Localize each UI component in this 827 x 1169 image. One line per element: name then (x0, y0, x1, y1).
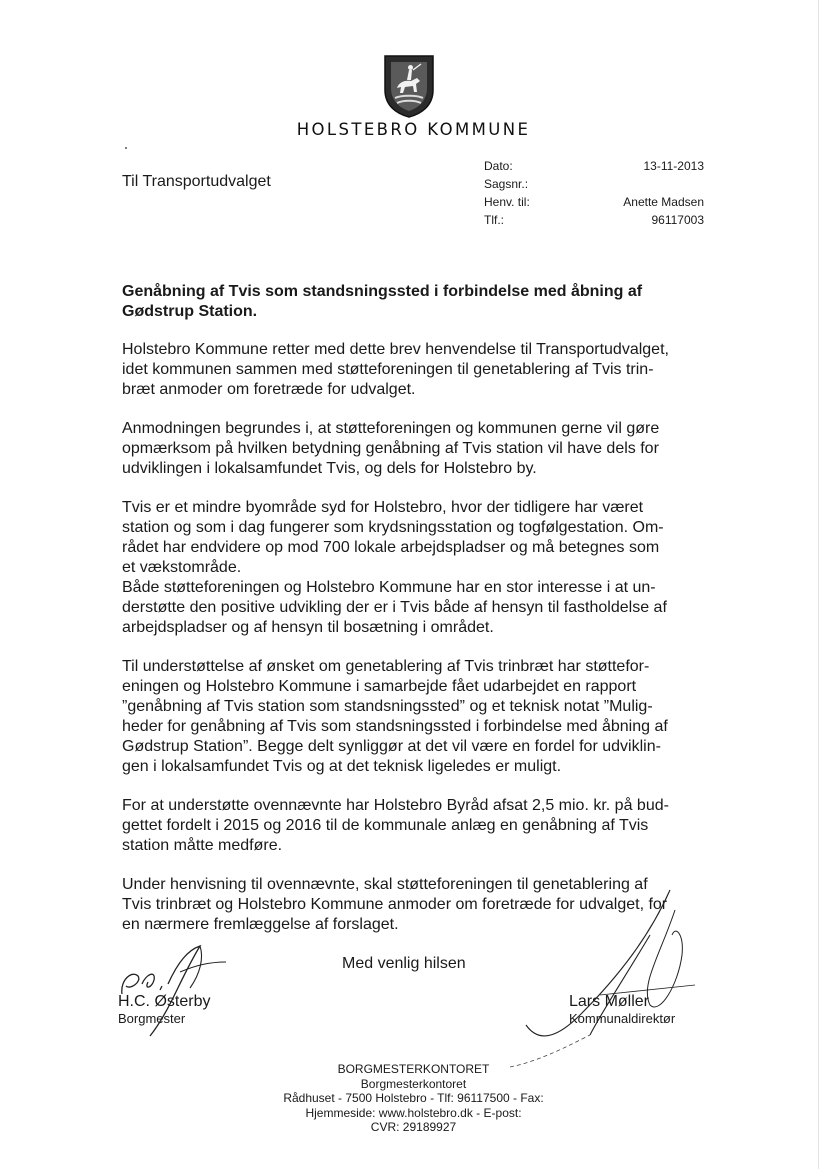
meta-value: 13-11-2013 (643, 159, 704, 173)
letter-body (122, 340, 712, 935)
meta-row-phone (484, 211, 704, 229)
signatory-title: Borgmester (118, 1011, 186, 1026)
footer-office: BORGMESTERKONTORET (337, 1062, 490, 1076)
meta-label: Sagsnr.: (484, 177, 529, 191)
meta-value: Anette Madsen (623, 195, 704, 209)
paragraph: Både støtteforeningen og Holstebro Kommune har en stor interesse i at un- derstøtte den positive udvikling der er i Tvis både af hensyn til fastholdelse af arbejdspladser og af hensyn til bosætning i området. (122, 579, 667, 636)
organization-name: HOLSTEBRO KOMMUNE (296, 120, 531, 139)
signatory-right (569, 993, 675, 1027)
meta-row-contact (484, 193, 704, 211)
signatory-title: Kommunaldirektør (569, 1011, 676, 1026)
meta-label: Tlf.: (484, 213, 504, 227)
scan-edge-line (818, 0, 819, 1169)
paragraph: Under henvisning til ovennævnte, skal støtteforeningen til genetablering af Tvis trinbræt og Holstebro Kommune anmoder om foretræde for udvalget, for en nærmere fremlæggelse af forslaget. (122, 876, 668, 933)
footer-address: Rådhuset - 7500 Holstebro - Tlf: 96117500 - Fax: (283, 1091, 544, 1105)
meta-value: 96117003 (651, 213, 704, 227)
handwritten-signature-right (500, 875, 700, 1075)
paragraph: Holstebro Kommune retter med dette brev henvendelse til Transportudvalget, idet kommunen sammen med støtteforeningen til genetablering af Tvis trin- bræt anmoder om foretræde for udvalget. (122, 341, 669, 398)
signatory-left (118, 993, 210, 1027)
footer-office-sub: Borgmesterkontoret (360, 1076, 467, 1091)
meta-row-date (484, 157, 704, 175)
footer-cvr: CVR: 29189927 (370, 1120, 457, 1134)
paragraph: Tvis er et mindre byområde syd for Holstebro, hvor der tidligere har været station og som i dag fungerer som krydsningsstation og togfølgestation. Om- rådet har endvidere op mod 700 lokale arbejdspladser og må betegnes som et vækstområde. (122, 499, 664, 576)
footer-website: Hjemmeside: www.holstebro.dk - E-post: (305, 1105, 522, 1120)
paragraph: Anmodningen begrundes i, at støtteforeningen og kommunen gerne vil gøre opmærksom på hvilken betydning genåbning af Tvis station vil have dels for udviklingen i lokalsamfundet Tvis, og dels for Holstebro by. (122, 420, 660, 477)
signatory-name: H.C. Østerby (118, 993, 211, 1010)
recipient: Til Transportudvalget (122, 173, 271, 190)
letter-subject: Genåbning af Tvis som standsningssted i forbindelse med åbning af Gødstrup Station. (122, 283, 643, 320)
scan-speck (125, 147, 127, 149)
meta-row-case-number (484, 175, 704, 193)
meta-label: Dato: (484, 159, 513, 173)
letter-footer (0, 1062, 827, 1135)
closing-salutation: Med venlig hilsen (342, 955, 466, 972)
meta-label: Henv. til: (484, 195, 530, 209)
coat-of-arms-icon (383, 54, 435, 118)
paragraph: For at understøtte ovennævnte har Holstebro Byråd afsat 2,5 mio. kr. på bud- gettet fordelt i 2015 og 2016 til de kommunale anlæg en genåbning af Tvis station måtte medføre. (122, 797, 669, 854)
letter-meta (484, 157, 704, 229)
paragraph: Til understøttelse af ønsket om genetablering af Tvis trinbræt har støttefor- eningen og Holstebro Kommune i samarbejde fået udarbejdet en rapport ”genåbning af Tvis station som standsningssted” og et teknisk notat ”Mulig- heder for genåbning af Tvis som standsningssted i forbindelse med åbning af Gødstrup Station”. Begge delt synliggør at det vil være en fordel for udviklin- gen i lokalsamfundet Tvis og at det teknisk ligeledes er muligt. (122, 658, 668, 775)
signatory-name: Lars Møller (569, 993, 650, 1010)
